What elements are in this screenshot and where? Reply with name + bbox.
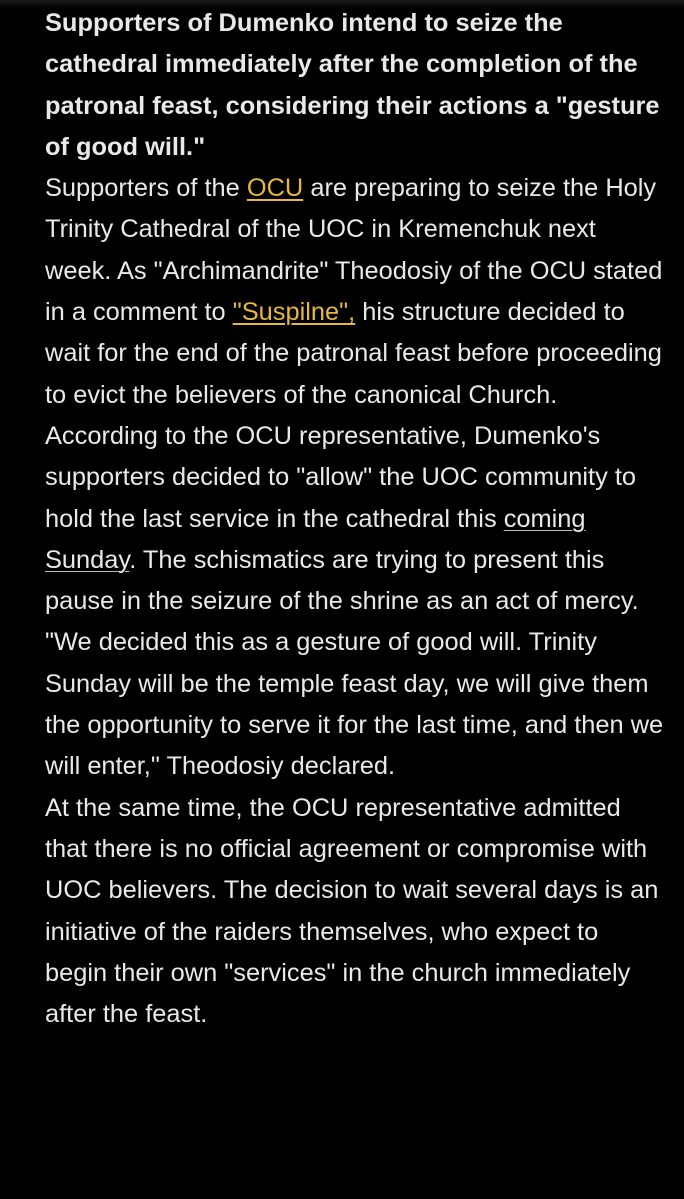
paragraph-quote: "We decided this as a gesture of good will. Trinity Sunday will be the temple feast day, we will give them the opportunity to serve it for the last time, and then we will enter," Theodosiy declared.: [45, 628, 664, 781]
paragraph-last-service: [45, 416, 665, 622]
paragraph-no-agreement: At the same time, the OCU representative admitted that there is no official agreement or compromise with UOC believers. The decision to wait several days is an initiative of the raiders themselves, who expect to begin their own "services" in the church immediately after the feast.: [45, 793, 659, 1029]
paragraph-text: According to the OCU representative, Dumenko's supporters decided to "allow" the UOC community to hold the last service in the cathedral this: [45, 421, 636, 533]
suspilne-link[interactable]: "Suspilne",: [232, 298, 356, 327]
paragraph-text: . The schismatics are trying to present this pause in the seizure of the shrine as an act of mercy.: [45, 545, 639, 616]
article-headline: Supporters of Dumenko intend to seize the cathedral immediately after the completion of the patronal feast, considering their actions a "gesture of good will.": [45, 9, 660, 161]
article-body[interactable]: [45, 3, 665, 1035]
ocu-link[interactable]: OCU: [246, 174, 304, 203]
paragraph-text: are preparing to seize the Holy Trinity Cathedral of the UOC in Kremenchuk next week. As "Archimandrite" Theodosiy of the OCU stated in a comment to: [45, 174, 663, 327]
paragraph-text: Supporters of the: [45, 174, 247, 203]
paragraph-text: his structure decided to wait for the end of the patronal feast before proceeding to evict the believers of the canonical Church.: [45, 298, 662, 409]
paragraph-seizure-plan: [45, 168, 665, 416]
coming-sunday-date-link[interactable]: coming Sunday: [45, 504, 586, 574]
